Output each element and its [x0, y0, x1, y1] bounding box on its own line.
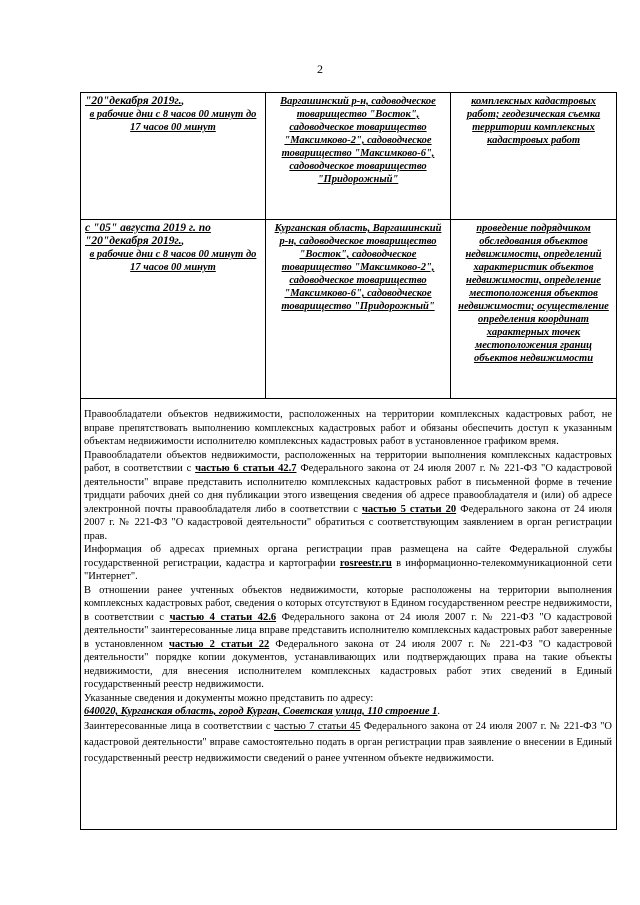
location-cell: Курганская область, Варгашинский р-н, садоводческое товарищество "Восток", садоводческое товарищество "Максимково-2", садоводческое товарищество "Максимково-6", садоводческое товарищество "Придорожный" [266, 220, 451, 399]
law-link[interactable]: частью 5 статьи 20 [361, 503, 457, 515]
page-number: 2 [317, 62, 323, 76]
period-cell [81, 93, 266, 220]
law-link[interactable]: частью 2 статьи 22 [168, 638, 270, 650]
table-row [81, 220, 617, 399]
period-to-date: "20"декабря 2019г. [85, 235, 182, 247]
law-link[interactable]: частью 6 статьи 42.7 [195, 463, 297, 474]
rosreestr-link[interactable]: rosreestr.ru [339, 557, 392, 569]
submission-address: 640020, Курганская область, город Курган, Советская улица, 110 строение 1 [84, 706, 438, 717]
period-cell [81, 220, 266, 399]
notice-body [84, 408, 612, 767]
working-hours: в рабочие дни с 8 часов 00 минут до 17 часов 00 минут [89, 109, 257, 133]
period-to-date: "20"декабря 2019г. [85, 95, 182, 107]
paragraph-rightholders: Правообладатели объектов недвижимости, расположенных на территории выполнения комплексных кадастровых работ, в соответствии с частью 6 статьи 42.7 Федерального закона от 24 июля 2007 г. № 221-ФЗ "О кадастровой деятельности" вправе представить исполнителю комплексных кадастровых работ в письменной форме в течение тридцати рабочих дней со дня публикации этого извещения сведения об адресе правообладателя и (или) об адресе электронной почты правообладателя либо в соответствии с частью 5 статьи 20 Федерального закона от 24 июля 2007 г. № 221-ФЗ "О кадастровой деятельности" обратиться с соответствующим заявлением в орган регистрации прав. [84, 449, 612, 542]
period-suffix: , [181, 236, 185, 247]
law-link[interactable]: частью 7 статьи 45 [273, 720, 361, 732]
table-row [81, 93, 617, 220]
paragraph-address: 640020, Курганская область, город Курган, Советская улица, 110 строение 1. [84, 706, 441, 717]
period-suffix: , [181, 96, 185, 107]
works-cell: комплексных кадастровых работ; геодезическая съемка территории комплексных кадастровых работ [451, 93, 617, 220]
paragraph-self-submission: Заинтересованные лица в соответствии с частью 7 статьи 45 Федерального закона от 24 июля 2007 г. № 221-ФЗ "О кадастровой деятельности" вправе самостоятельно подать в орган регистрации прав заявление о внесении в Единый государственный реестр недвижимости сведений о ранее учтенном объекте недвижимости. [84, 720, 612, 764]
paragraph-address-intro: Указанные сведения и документы можно представить по адресу: [84, 692, 374, 704]
law-link[interactable]: частью 4 статьи 42.6 [169, 611, 277, 623]
paragraph-reception-info: Информация об адресах приемных органа регистрации прав размещена на сайте Федеральной службы государственной регистрации, кадастра и картографии rosreestr.ru в информационно-телекоммуникационной сети "Интернет". [84, 544, 613, 582]
works-cell: проведение подрядчиком обследования объектов недвижимости, определений характеристик объектов недвижимости, определение местоположения объектов недвижимости; осуществление определения координат характерных точек местоположения границ объектов недвижимости [451, 220, 617, 399]
period-from: с "05" августа 2019 г. по [85, 222, 211, 234]
paragraph-obligations: Правообладатели объектов недвижимости, расположенных на территории комплексных кадастровых работ, не вправе препятствовать выполнению комплексных кадастровых работ и обязаны обеспечить доступ к указанным объектам недвижимости исполнителю комплексных кадастровых работ в установленное графиком время. [84, 409, 612, 447]
schedule-table [80, 92, 617, 399]
paragraph-previously-registered: В отношении ранее учтенных объектов недвижимости, которые расположены на территории выполнения комплексных кадастровых работ, сведения о которых отсутствуют в Едином государственном реестре недвижимости, в соответствии с частью 4 статьи 42.6 Федерального закона от 24 июля 2007 г. № 221-ФЗ "О кадастровой деятельности" заинтересованные лица вправе представить исполнителю комплексных кадастровых работ заверенные в установленном частью 2 статьи 22 Федерального закона от 24 июля 2007 г. № 221-ФЗ "О кадастровой деятельности" порядке копии документов, устанавливающих или подтверждающих права на такие объекты недвижимости, для внесения исполнителем комплексных кадастровых работ этих сведений в Единый государственный реестр недвижимости. [84, 584, 612, 690]
working-hours: в рабочие дни с 8 часов 00 минут до 17 часов 00 минут [89, 249, 257, 273]
period-text [85, 222, 261, 248]
location-cell: Варгашинский р-н, садоводческое товарищество "Восток", садоводческое товарищество "Максимково-2", садоводческое товарищество "Максимково-6", садоводческое товарищество "Придорожный" [266, 93, 451, 220]
period-text [85, 95, 261, 108]
